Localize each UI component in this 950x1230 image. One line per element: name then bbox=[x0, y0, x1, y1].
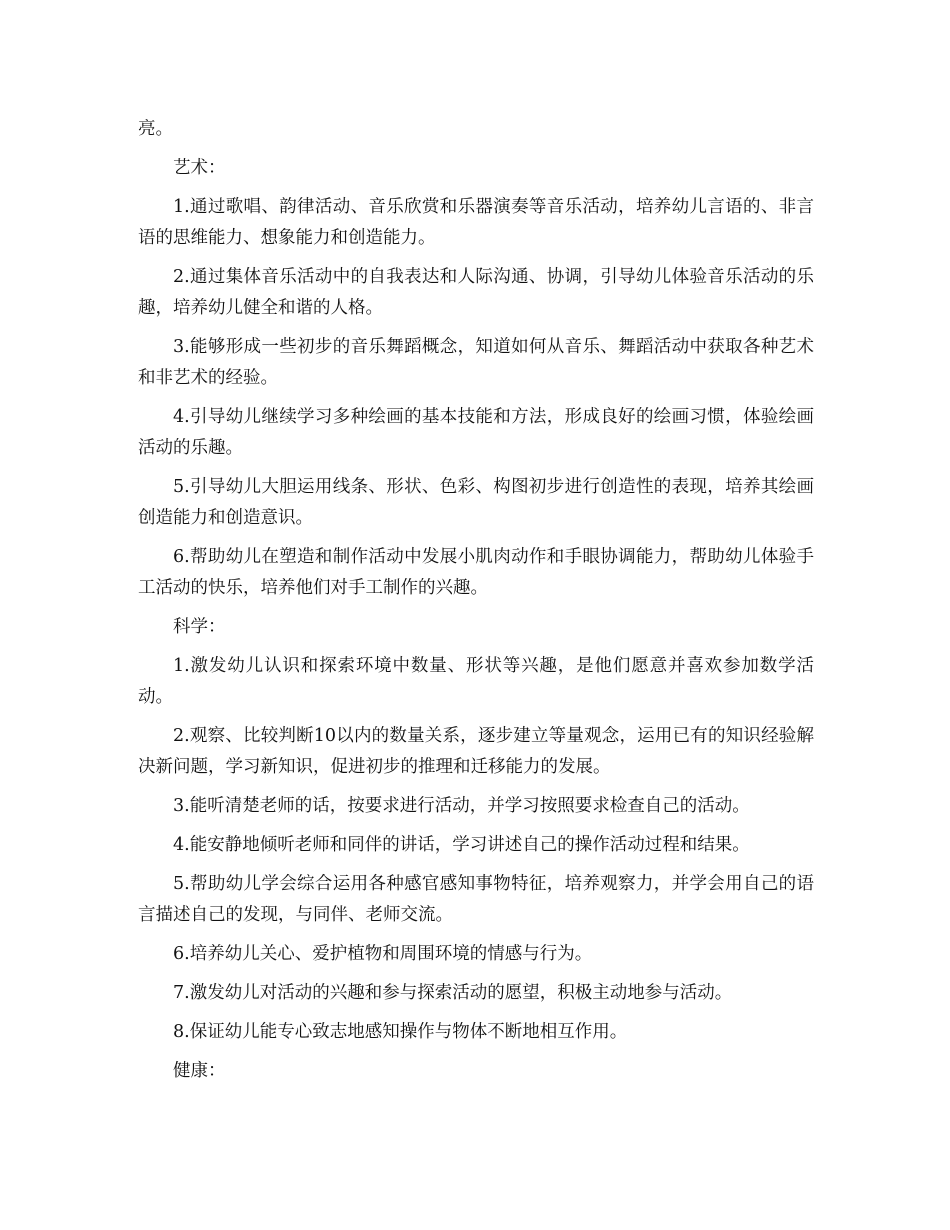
section-heading-art: 艺术： bbox=[173, 158, 226, 178]
science-item-6: 6.培养幼儿关心、爱护植物和周围环境的情感与行为。 bbox=[173, 944, 593, 964]
science-item-5: 5.帮助幼儿学会综合运用各种感官感知事物特征，培养观察力，并学会用自己的语言描述自己的发现，与同伴、老师交流。 bbox=[138, 874, 814, 925]
science-item-7: 7.激发幼儿对活动的兴趣和参与探索活动的愿望，积极主动地参与活动。 bbox=[173, 983, 733, 1003]
art-item-4: 4.引导幼儿继续学习多种绘画的基本技能和方法，形成良好的绘画习惯，体验绘画活动的乐趣。 bbox=[138, 407, 814, 458]
art-item-2: 2.通过集体音乐活动中的自我表达和人际沟通、协调，引导幼儿体验音乐活动的乐趣，培养幼儿健全和谐的人格。 bbox=[138, 267, 814, 318]
science-item-2: 2.观察、比较判断10以内的数量关系，逐步建立等量观念，运用已有的知识经验解决新问题，学习新知识，促进初步的推理和迁移能力的发展。 bbox=[138, 726, 814, 777]
science-item-1: 1.激发幼儿认识和探索环境中数量、形状等兴趣，是他们愿意并喜欢参加数学活动。 bbox=[138, 656, 814, 707]
art-item-1: 1.通过歌唱、韵律活动、音乐欣赏和乐器演奏等音乐活动，培养幼儿言语的、非言语的思维能力、想象能力和创造能力。 bbox=[138, 197, 814, 248]
science-item-4: 4.能安静地倾听老师和同伴的讲话，学习讲述自己的操作活动过程和结果。 bbox=[173, 835, 750, 855]
art-item-5: 5.引导幼儿大胆运用线条、形状、色彩、构图初步进行创造性的表现，培养其绘画创造能力和创造意识。 bbox=[138, 477, 814, 528]
paragraph-continuation: 亮。 bbox=[138, 119, 173, 139]
section-heading-science: 科学： bbox=[173, 617, 226, 637]
section-heading-health: 健康： bbox=[173, 1061, 226, 1081]
art-item-6: 6.帮助幼儿在塑造和制作活动中发展小肌肉动作和手眼协调能力，帮助幼儿体验手工活动的快乐，培养他们对手工制作的兴趣。 bbox=[138, 547, 814, 598]
art-item-3: 3.能够形成一些初步的音乐舞蹈概念，知道如何从音乐、舞蹈活动中获取各种艺术和非艺术的经验。 bbox=[138, 337, 814, 388]
science-item-3: 3.能听清楚老师的话，按要求进行活动，并学习按照要求检查自己的活动。 bbox=[173, 796, 750, 816]
document-body bbox=[138, 114, 814, 1095]
science-item-8: 8.保证幼儿能专心致志地感知操作与物体不断地相互作用。 bbox=[173, 1022, 628, 1042]
